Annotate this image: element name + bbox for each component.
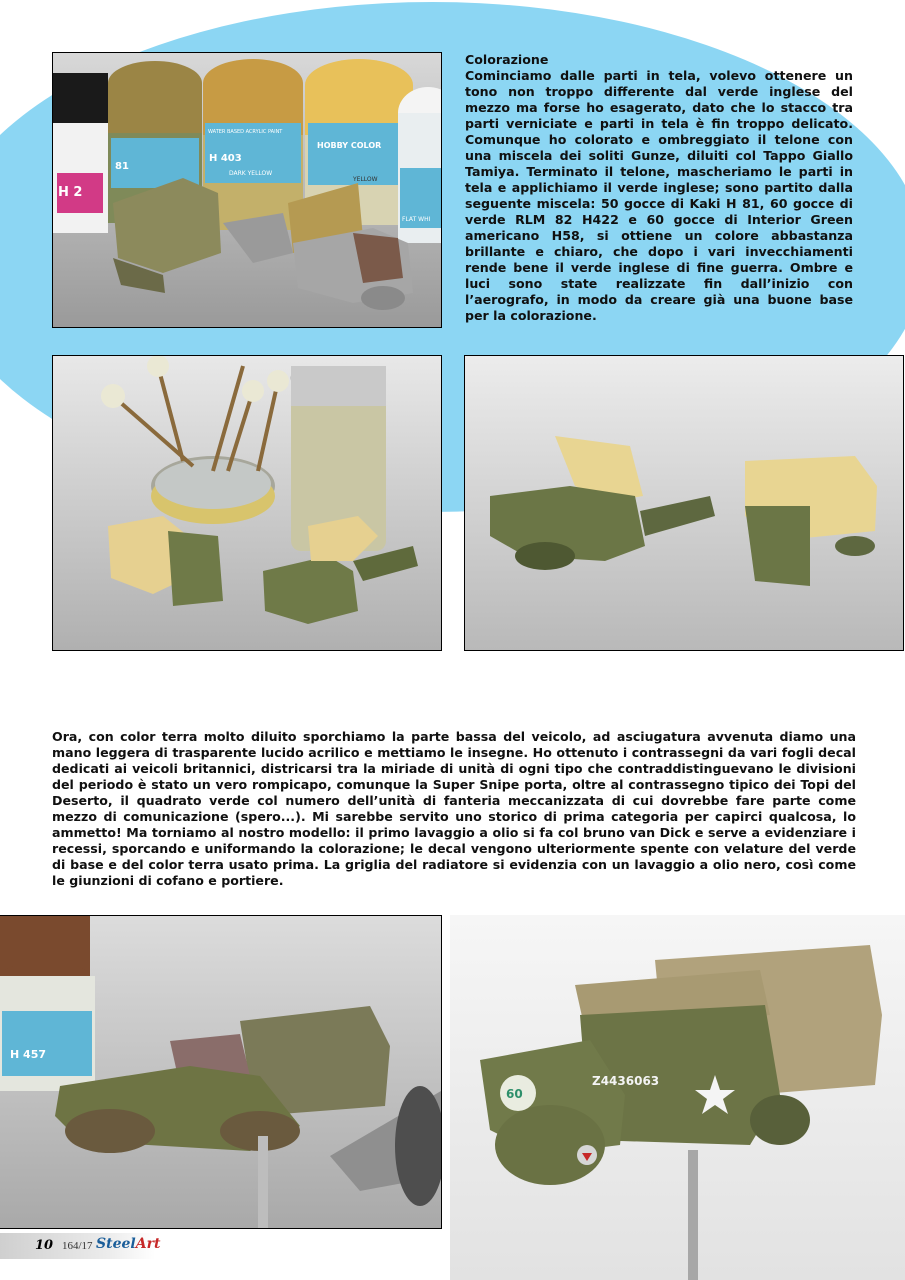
- vehicle-registration-decal: Z4436063: [592, 1074, 660, 1088]
- logo-part-steel: Steel: [96, 1236, 136, 1252]
- section-body: Ora, con color terra molto diluito sporchiamo la parte bassa del veicolo, ad asciugatura avvenuta diamo una mano leggera di trasparente lucido acrilico e mettiamo le insegne. Ho ottenuto i contrassegni da vari fogli decal dedicati ai veicoli britannici, districarsi tra la miriade di unità di ogni tipo che contraddistinguevano le divisioni del periodo è stato un vero rompicapo, comunque la Super Snipe porta, oltre al contrassegno tipico dei Topi del Deserto, il quadrato verde col numero dell’unità di fanteria meccanizzata di cui dovrebbe fare parte come mezzo di comunicazione (spero...). Mi sarebbe servito uno storico di prima categoria per capirci qualcosa, lo ammetto! Ma torniamo al nostro modello: il primo lavaggio a olio si fa col bruno van Dick e serve a evidenziare i recessi, sporcando e uniformando la colorazione; le decal vengono ulteriormente spente con velature del verde di base e del color terra usato prima. La griglia del radiatore si evidenzia con un lavaggio a olio nero, così come le giunzioni di cofano e portiere.: [52, 729, 856, 888]
- issue-number: 164/17: [62, 1240, 93, 1252]
- article-section-weathering: [52, 729, 856, 889]
- page-number: 10: [35, 1238, 54, 1253]
- photo-parts-on-stands: [52, 355, 442, 651]
- article-section-colorazione: [465, 52, 853, 324]
- jar4-name: YELLOW: [353, 176, 378, 183]
- weathering-jar-label: H 457: [10, 1048, 46, 1061]
- jar1-label: H 2: [58, 185, 83, 200]
- unit-number-decal: 60: [506, 1087, 523, 1101]
- jar-acrylic-label: WATER BASED ACRYLIC PAINT: [208, 129, 283, 135]
- photo-green-truck-parts: [464, 355, 904, 651]
- jar5-label: FLAT WHI: [402, 216, 431, 223]
- jar3-label: H 403: [209, 153, 242, 164]
- photo-airbrush-weathering: [0, 915, 442, 1229]
- photo-paint-jars: [52, 52, 442, 328]
- section-title: Colorazione: [465, 52, 549, 67]
- magazine-logo: [96, 1236, 160, 1252]
- jar2-label: 81: [115, 161, 129, 172]
- section-body: Cominciamo dalle parti in tela, volevo ottenere un tono non troppo differente dal verde inglese del mezzo ma forse ho esagerato, dato che lo stacco tra parti verniciate e parti in tela è fin troppo delicato. Comunque ho colorato e ombreggiato il telone con una miscela dei soliti Gunze, diluiti col Tappo Giallo Tamiya. Terminato il telone, mascheriamo le parti in tela e applichiamo il verde inglese; sono partito dalla seguente miscela: 50 gocce di Kaki H 81, 60 gocce di verde RLM 82 H422 e 60 gocce di Interior Green americano H58, si ottiene un colore abbastanza brillante e chiaro, che dopo i vari invecchiamenti rende bene il verde inglese di fine guerra. Ombre e luci sono state realizzate fin dall’inizio con l’aerografo, in modo da creare già una buone base per la colorazione.: [465, 68, 853, 323]
- jar-brand-label: HOBBY COLOR: [317, 141, 382, 150]
- jar3-name: DARK YELLOW: [229, 170, 273, 177]
- logo-part-art: Art: [135, 1236, 161, 1252]
- photo-finished-truck: [450, 915, 905, 1280]
